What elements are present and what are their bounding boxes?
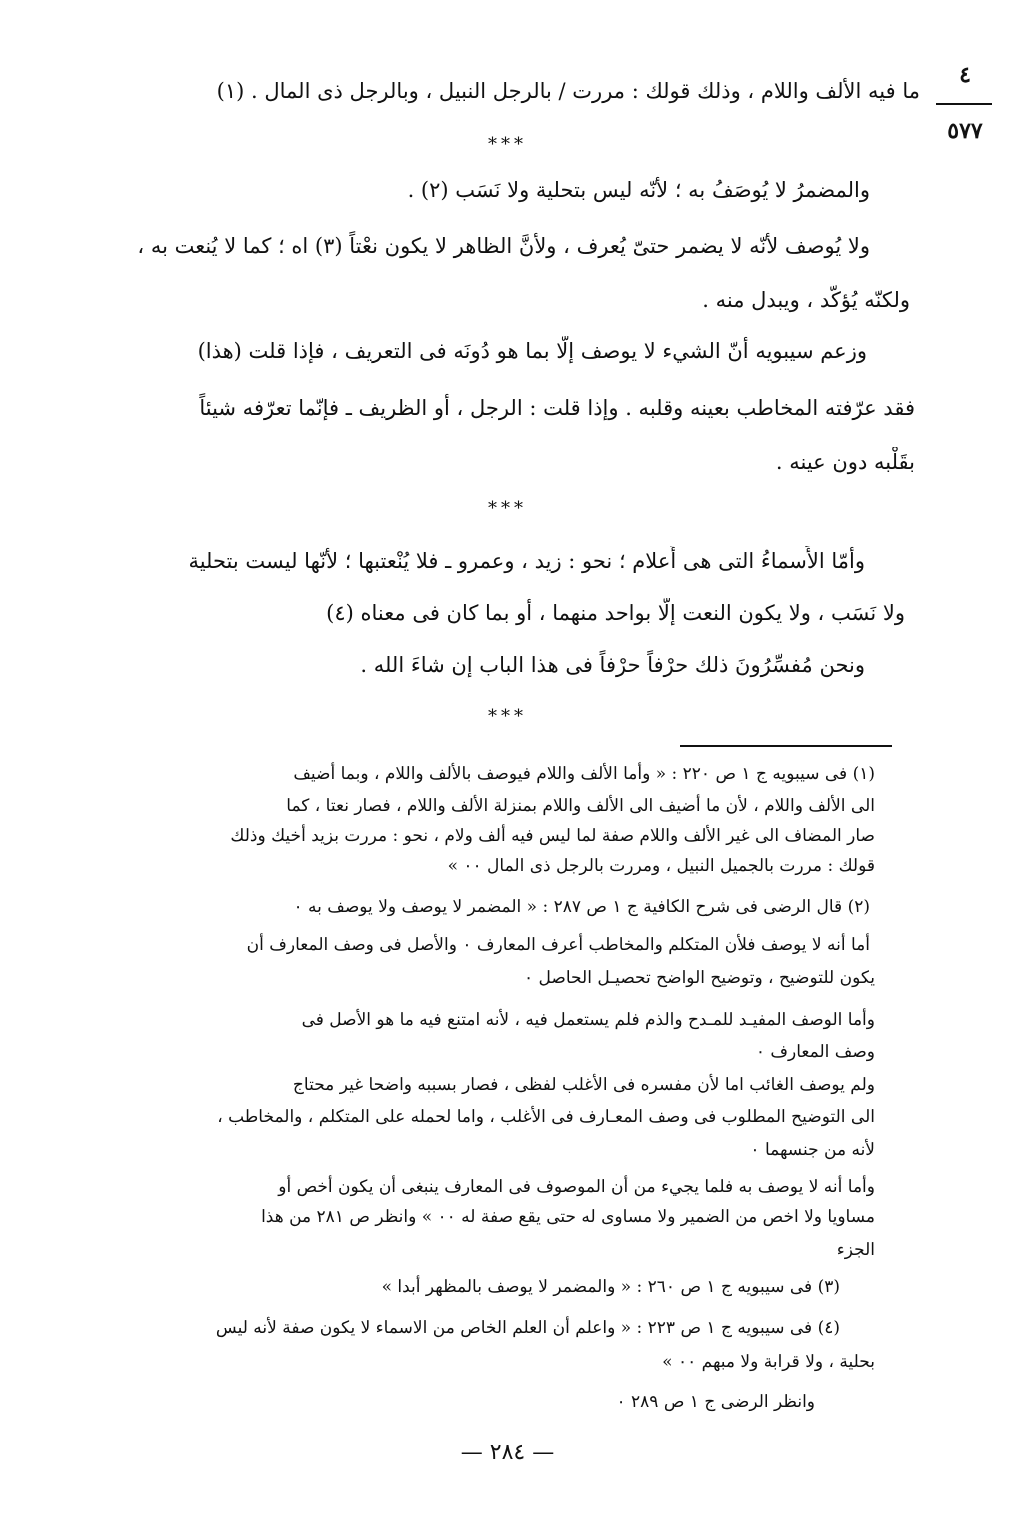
footnote-line-4: قولك : مررت بالجميل النبيل ، ومررت بالرجل ذى المال ٠٠ » — [447, 856, 875, 876]
margin-original-page-number: ٥٧٧ — [947, 118, 983, 144]
footnote-line-17: (٤) فى سيبويه ج ١ ص ٢٢٣ : « واعلم أن العلم الخاص من الاسماء لا يكون صفة لأنه ليس — [215, 1318, 840, 1338]
margin-divider — [936, 103, 992, 105]
main-line-1: ما فيه الألف واللام ، وذلك قولك : مررت / بالرجل النبيل ، وبالرجل ذى المال . (١) — [216, 79, 920, 103]
footnote-line-18: بحلية ، ولا قرابة ولا مبهم ٠٠ » — [662, 1352, 875, 1372]
footnote-line-5: (٢) قال الرضى فى شرح الكافية ج ١ ص ٢٨٧ : « المضمر لا يوصف ولا يوصف به ٠ — [293, 897, 870, 917]
footnote-line-16: (٣) فى سيبويه ج ١ ص ٢٦٠ : « والمضمر لا يوصف بالمظهر أبدا » — [381, 1277, 840, 1297]
main-line-10: ونحن مُفسِّرُونَ ذلك حرْفاً حرْفاً فى هذا الباب إن شاءَ الله . — [360, 653, 865, 677]
footnote-line-14: مساويا ولا اخص من الضمير ولا مساوى له حتى يقع صفة له ٠٠ » وانظر ص ٢٨١ من هذا — [261, 1207, 875, 1227]
footnote-rule — [680, 745, 892, 747]
footnote-line-9: وصف المعارف ٠ — [755, 1042, 875, 1062]
main-line-6: فقد عرّفته المخاطب بعينه وقلبه . وإذا قلت : الرجل ، أو الظريف ـ فإنّما تعرّفه شيئاً — [199, 396, 915, 420]
footnote-line-8: وأما الوصف المفيـد للمـدح والذم فلم يستعمل فيه ، لأنه امتنع فيه ما هو الأصل فى — [301, 1010, 875, 1030]
main-line-3: ولا يُوصف لأنّه لا يضمر حتىّ يُعرف ، ولأنَّ الظاهر لا يكون نعْتاً (٣) اه ؛ كما لا يُنعت به ، — [137, 234, 870, 258]
footnote-line-15: الجزء — [836, 1240, 875, 1260]
main-line-7: بقَلْبه دون عينه . — [775, 450, 915, 474]
section-separator-2: *** — [488, 498, 527, 519]
main-line-8: وأمّا الأَسماءُ التى هى أَعلام ؛ نحو : زيد ، وعمرو ـ فلا يُنْعتبها ؛ لأنّها ليست بتحلية — [188, 549, 865, 573]
footnote-line-12: لأنه من جنسهما ٠ — [750, 1140, 875, 1160]
footnote-line-6: أما أنه لا يوصف فلأن المتكلم والمخاطب أعرف المعارف ٠ والأصل فى وصف المعارف أن — [246, 935, 870, 955]
footnote-line-13: وأما أنه لا يوصف به فلما يجيء من أن الموصوف فى المعارف ينبغى أن يكون أخص أو — [278, 1177, 875, 1197]
margin-volume-number: ٤ — [959, 62, 971, 88]
footnote-line-10: ولم يوصف الغائب اما لأن مفسره فى الأغلب لفظى ، فصار بسببه واضحا غير محتاج — [292, 1075, 875, 1095]
footnote-line-2: الى الألف واللام ، لأن ما أضيف الى الألف واللام بمنزلة الألف واللام ، فصار نعتا ، كما — [286, 796, 875, 816]
main-line-5: وزعم سيبويه أنّ الشيء لا يوصف إلّا بما هو دُونَه فى التعريف ، فإذا قلت (هذا) — [197, 339, 867, 363]
footnote-line-11: الى التوضيح المطلوب فى وصف المعـارف فى الأغلب ، واما لحمله على المتكلم ، والمخاطب ، — [217, 1107, 875, 1127]
main-line-2: والمضمرُ لا يُوصَفُ به ؛ لأنّه ليس بتحلية ولا نَسَب (٢) . — [407, 178, 870, 202]
main-line-9: ولا نَسَب ، ولا يكون النعت إلّا بواحد منهما ، أو بما كان فى معناه (٤) — [326, 601, 905, 625]
section-separator-1: *** — [488, 134, 527, 155]
main-line-4: ولكنّه يُؤكّد ، ويبدل منه . — [702, 288, 910, 312]
footnote-line-3: صار المضاف الى غير الألف واللام صفة لما ليس فيه ألف ولام ، نحو : مررت بزيد أخيك وذلك — [230, 826, 875, 846]
page-number: — ٢٨٤ — — [460, 1440, 555, 1465]
footnote-line-19: وانظر الرضى ج ١ ص ٢٨٩ ٠ — [616, 1392, 815, 1412]
section-separator-3: *** — [488, 706, 527, 727]
footnote-line-7: يكون للتوضيح ، وتوضيح الواضح تحصيـل الحاصل ٠ — [524, 968, 875, 988]
footnote-line-1: (١) فى سيبويه ج ١ ص ٢٢٠ : « وأما الألف واللام فيوصف بالألف واللام ، وبما أضيف — [293, 764, 875, 784]
